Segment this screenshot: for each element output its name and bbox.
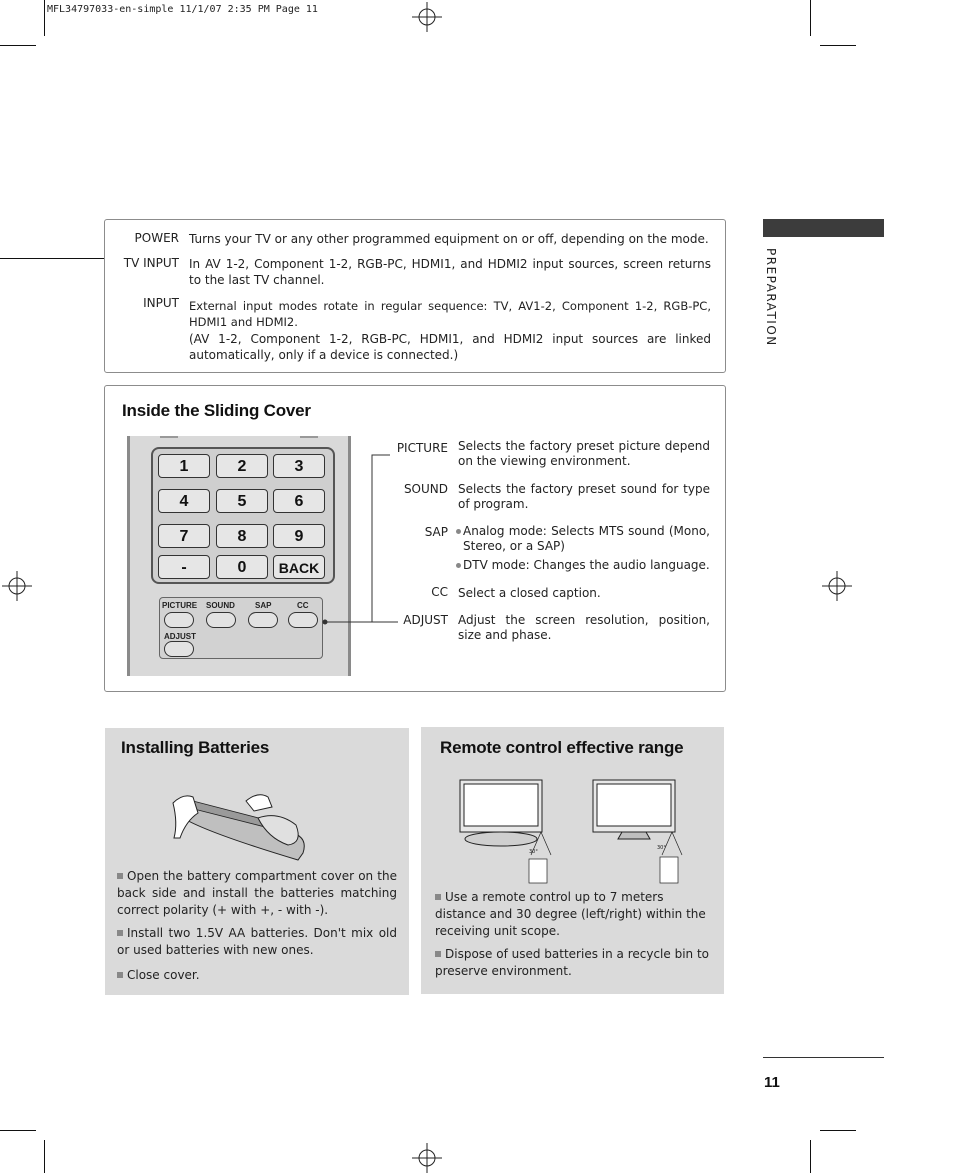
- list-item-text: Close cover.: [127, 968, 200, 982]
- crop-mark: [820, 45, 856, 46]
- remote-key-desc-text: DTV mode: Changes the audio language.: [463, 558, 710, 572]
- definition-desc: In AV 1-2, Component 1-2, RGB-PC, HDMI1, and HDMI2 input sources, screen returns to the last TV channel.: [189, 257, 711, 287]
- batteries-panel: [105, 728, 409, 995]
- range-panel: [421, 727, 724, 994]
- page-rule: [763, 1057, 884, 1058]
- crop-mark: [0, 258, 104, 259]
- bullet-square-icon: [435, 894, 441, 900]
- section-tab-label: PREPARATION: [764, 248, 778, 347]
- remote-key-term: PICTURE: [396, 441, 448, 455]
- definition-term: TV INPUT: [123, 256, 179, 270]
- callout-line: [320, 450, 400, 630]
- section-title: Inside the Sliding Cover: [122, 401, 311, 420]
- list-item-text: Open the battery compartment cover on the back side and install the batteries matching correct polarity (+ with +, - with -).: [117, 869, 397, 917]
- remote-key-term: ADJUST: [403, 613, 448, 627]
- bullet-square-icon: [117, 873, 123, 879]
- func-label: SAP: [255, 601, 272, 610]
- list-item: [435, 946, 711, 980]
- definition-desc: External input modes rotate in regular sequence: TV, AV1-2, Component 1-2, RGB-PC, HDMI1 and HDMI2.: [189, 299, 711, 329]
- number-keypad: [151, 447, 335, 584]
- button-definitions-box: [104, 219, 726, 373]
- func-label: CC: [297, 601, 309, 610]
- crop-mark: [820, 1130, 856, 1131]
- registration-mark-icon: [412, 1143, 442, 1173]
- list-item: [117, 868, 397, 919]
- key-1[interactable]: 1: [158, 454, 210, 478]
- key-back[interactable]: BACK: [273, 555, 325, 579]
- list-item: [117, 967, 397, 984]
- crop-mark: [810, 1140, 811, 1173]
- angle-label: 30°: [529, 849, 538, 855]
- battery-cover-illustration: [168, 783, 318, 863]
- section-title: Installing Batteries: [121, 738, 270, 757]
- angle-label: 30°: [657, 845, 666, 851]
- list-item-text: Dispose of used batteries in a recycle bin to preserve environment.: [435, 947, 709, 978]
- remote-key-term: SAP: [424, 525, 448, 539]
- remote-key-desc: [456, 558, 710, 573]
- key-4[interactable]: 4: [158, 489, 210, 513]
- print-slug: MFL34797033-en-simple 11/1/07 2:35 PM Page 11: [47, 4, 318, 15]
- crop-mark: [810, 0, 811, 36]
- key-9[interactable]: 9: [273, 524, 325, 548]
- remote-key-desc: Selects the factory preset picture depend on the viewing environment.: [458, 439, 710, 468]
- section-tab: [763, 219, 884, 237]
- key-2[interactable]: 2: [216, 454, 268, 478]
- registration-mark-icon: [412, 2, 442, 32]
- bullet-square-icon: [117, 972, 123, 978]
- remote-key-desc: Select a closed caption.: [458, 586, 601, 600]
- definition-term: POWER: [134, 231, 179, 245]
- definition-desc: (AV 1-2, Component 1-2, RGB-PC, HDMI1, and HDMI2 input sources are linked automatically, only if a device is connected.): [189, 332, 711, 362]
- key-5[interactable]: 5: [216, 489, 268, 513]
- key-7[interactable]: 7: [158, 524, 210, 548]
- key-6[interactable]: 6: [273, 489, 325, 513]
- remote-top-notch: [300, 436, 318, 438]
- tv-range-illustration: [459, 777, 559, 887]
- remote-key-desc: Selects the factory preset sound for type of program.: [458, 482, 710, 511]
- list-item-text: Install two 1.5V AA batteries. Don't mix old or used batteries with new ones.: [117, 926, 397, 957]
- sap-button[interactable]: [248, 612, 278, 628]
- picture-button[interactable]: [164, 612, 194, 628]
- func-label: ADJUST: [164, 632, 197, 641]
- crop-mark: [0, 45, 36, 46]
- cc-button[interactable]: [288, 612, 318, 628]
- key-3[interactable]: 3: [273, 454, 325, 478]
- remote-top-notch: [160, 436, 178, 438]
- func-label: SOUND: [206, 601, 235, 610]
- crop-mark: [44, 1140, 45, 1173]
- registration-mark-icon: [822, 571, 852, 601]
- bullet-dot-icon: [456, 563, 461, 568]
- remote-key-term: SOUND: [403, 482, 448, 496]
- adjust-button[interactable]: [164, 641, 194, 657]
- list-item: [117, 925, 397, 959]
- key-0[interactable]: 0: [216, 555, 268, 579]
- section-title: Remote control effective range: [440, 738, 684, 757]
- sound-button[interactable]: [206, 612, 236, 628]
- bullet-square-icon: [435, 951, 441, 957]
- definition-term: INPUT: [143, 296, 179, 310]
- remote-key-desc: [456, 524, 710, 554]
- bullet-square-icon: [117, 930, 123, 936]
- remote-key-term: CC: [431, 585, 448, 599]
- list-item: [435, 889, 711, 940]
- crop-mark: [0, 1130, 36, 1131]
- function-button-panel: [159, 597, 323, 659]
- list-item-text: Use a remote control up to 7 meters distance and 30 degree (left/right) within the receiving unit scope.: [435, 890, 706, 938]
- func-label: PICTURE: [162, 601, 198, 610]
- key-dash[interactable]: -: [158, 555, 210, 579]
- page-number: 11: [764, 1074, 780, 1091]
- registration-mark-icon: [2, 571, 32, 601]
- definition-desc: Turns your TV or any other programmed equipment on or off, depending on the mode.: [189, 232, 709, 246]
- bullet-dot-icon: [456, 529, 461, 534]
- crop-mark: [44, 0, 45, 36]
- remote-keypad-illustration: [127, 436, 351, 676]
- key-8[interactable]: 8: [216, 524, 268, 548]
- remote-key-desc-text: Analog mode: Selects MTS sound (Mono, Stereo, or a SAP): [463, 524, 710, 553]
- tv-range-illustration: [592, 777, 692, 887]
- remote-key-desc: Adjust the screen resolution, position, size and phase.: [458, 613, 710, 642]
